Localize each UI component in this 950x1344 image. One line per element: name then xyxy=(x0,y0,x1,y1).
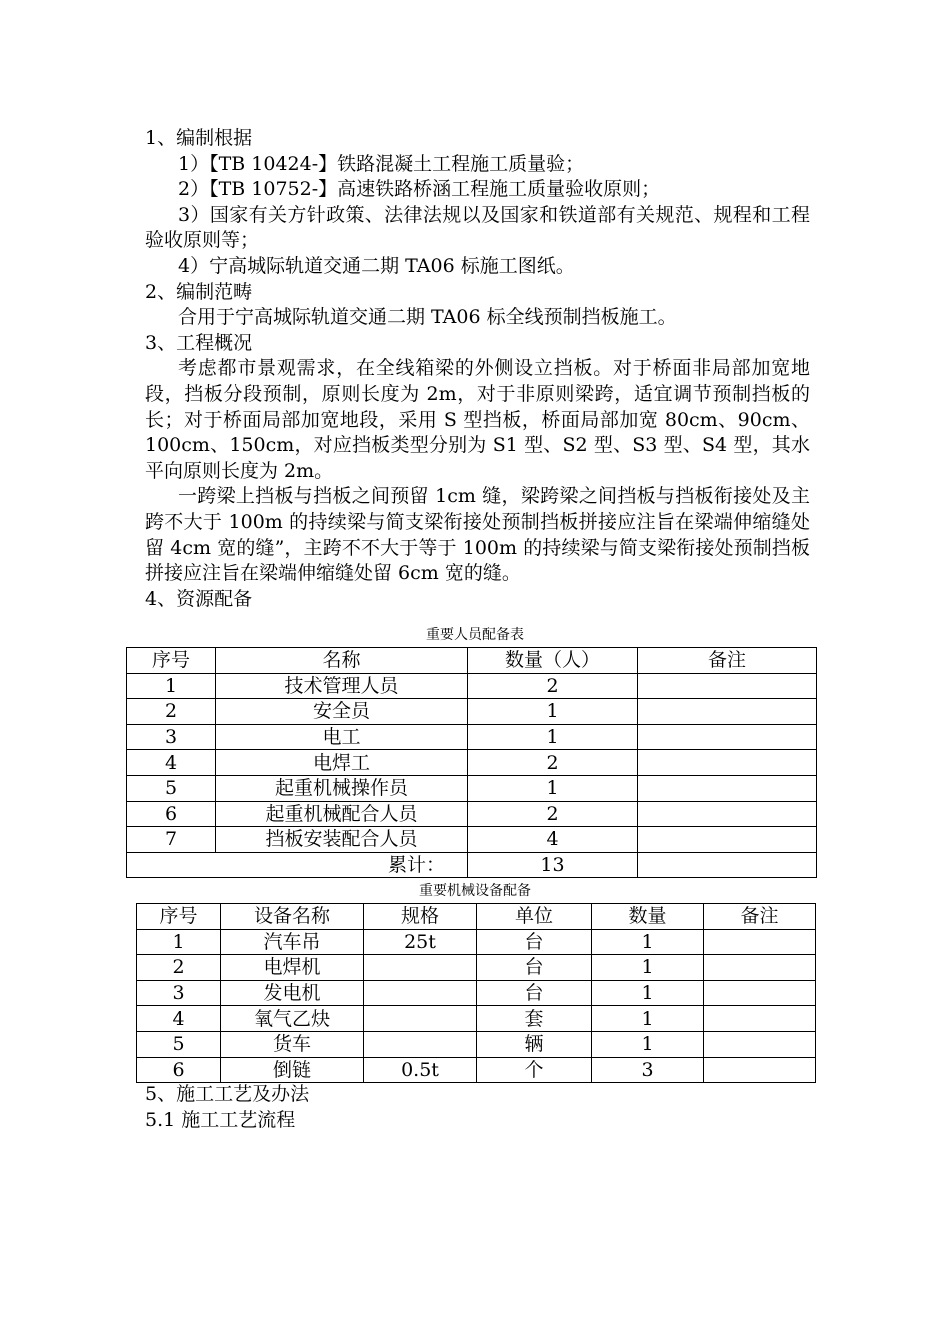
table-cell: 技术管理人员 xyxy=(216,673,468,699)
table-cell: 1 xyxy=(592,955,704,981)
table-row xyxy=(137,980,816,1006)
table-cell: 汽车吊 xyxy=(221,929,364,955)
table-cell: 起重机械操作员 xyxy=(216,775,468,801)
table-cell: 7 xyxy=(127,827,216,853)
table-cell: 起重机械配合人员 xyxy=(216,801,468,827)
table-cell: 套 xyxy=(477,1006,592,1032)
personnel-table xyxy=(126,647,817,878)
table-cell: 6 xyxy=(127,801,216,827)
body-text-tail xyxy=(145,1082,810,1133)
table-row xyxy=(137,1031,816,1057)
table-cell: 2 xyxy=(137,955,221,981)
overview-paragraph-1: 考虑都市景观需求，在全线箱梁的外侧设立挡板。对于桥面非局部加宽地段，挡板分段预制，原则长度为 2m，对于非原则梁跨，适宜调节预制挡板的长；对于桥面局部加宽地段，采用 S 型挡板，桥面局部加宽 80cm、90cm、100cm、150cm，对应挡板类型分别为 S1 型、S2 型、S3 型、S4 型，其水平向原则长度为 2m。 xyxy=(145,357,810,482)
table-cell: 2 xyxy=(468,801,638,827)
table-cell: 3 xyxy=(137,980,221,1006)
table-cell: 4 xyxy=(137,1006,221,1032)
table-row xyxy=(127,673,817,699)
table-cell: 25t xyxy=(364,929,477,955)
equipment-table xyxy=(136,903,816,1083)
table-cell: 2 xyxy=(468,750,638,776)
table-cell: 辆 xyxy=(477,1031,592,1057)
table-cell: 3 xyxy=(127,724,216,750)
table-row xyxy=(137,955,816,981)
table-cell: 电焊机 xyxy=(221,955,364,981)
scope-text: 合用于宁高城际轨道交通二期 TA06 标全线预制挡板施工。 xyxy=(178,306,677,329)
table-cell: 1 xyxy=(592,1031,704,1057)
table-cell xyxy=(638,801,817,827)
header-cell: 名称 xyxy=(216,648,468,674)
table-cell: 4 xyxy=(468,827,638,853)
header-cell: 备注 xyxy=(704,904,816,930)
table-cell: 发电机 xyxy=(221,980,364,1006)
table-cell: 4 xyxy=(127,750,216,776)
header-cell: 数量 xyxy=(592,904,704,930)
table-cell: 2 xyxy=(468,673,638,699)
section-5-heading: 5、施工工艺及办法 xyxy=(145,1083,310,1105)
basis-item-1: 1）【TB 10424-】铁路混凝土工程施工质量验； xyxy=(178,152,585,175)
table-cell xyxy=(364,955,477,981)
table-row xyxy=(137,1006,816,1032)
table-cell xyxy=(364,1031,477,1057)
section-3-heading: 3、工程概况 xyxy=(145,331,253,354)
header-cell: 序号 xyxy=(127,648,216,674)
table-cell: 1 xyxy=(468,775,638,801)
table-cell: 2 xyxy=(127,699,216,725)
table-cell xyxy=(704,1006,816,1032)
table-row xyxy=(137,1057,816,1083)
table-row xyxy=(127,827,817,853)
table-row xyxy=(127,699,817,725)
table-cell: 个 xyxy=(477,1057,592,1083)
basis-item-2: 2）【TB 10752-】高速铁路桥涵工程施工质量验收原则； xyxy=(178,178,661,201)
total-row xyxy=(127,852,817,878)
table-header-row xyxy=(137,904,816,930)
header-cell: 序号 xyxy=(137,904,221,930)
overview-paragraph-2: 一跨梁上挡板与挡板之间预留 1cm 缝，梁跨梁之间挡板与挡板衔接处及主跨不大于 100m 的持续梁与简支梁衔接处预制挡板拼接应注旨在梁端伸缩缝处留 4cm 宽的缝”，主跨不不大于等于 100m 的持续梁与简支梁衔接处预制挡板拼接应注旨在梁端伸缩缝处留 6cm 宽的缝。 xyxy=(145,485,810,585)
table-row xyxy=(137,929,816,955)
table-cell: 安全员 xyxy=(216,699,468,725)
table-cell xyxy=(364,980,477,1006)
section-4-heading: 4、资源配备 xyxy=(145,587,253,610)
table-cell: 5 xyxy=(137,1031,221,1057)
basis-item-4: 4）宁高城际轨道交通二期 TA06 标施工图纸。 xyxy=(178,254,575,277)
table-cell: 6 xyxy=(137,1057,221,1083)
table-cell: 1 xyxy=(592,929,704,955)
total-label: 累计： xyxy=(127,852,468,878)
table-cell xyxy=(704,1057,816,1083)
table-cell: 1 xyxy=(468,724,638,750)
table-header-row xyxy=(127,648,817,674)
table-cell xyxy=(638,673,817,699)
table-cell: 1 xyxy=(592,1006,704,1032)
table-cell xyxy=(638,852,817,878)
table-cell xyxy=(638,750,817,776)
section-2-heading: 2、编制范畴 xyxy=(145,280,253,303)
table-cell: 氧气乙炔 xyxy=(221,1006,364,1032)
table-cell: 电焊工 xyxy=(216,750,468,776)
basis-item-3: 3）国家有关方针政策、法律法规以及国家和铁道部有关规范、规程和工程验收原则等； xyxy=(145,203,810,252)
table-cell xyxy=(704,980,816,1006)
section-5-1-heading: 5.1 施工工艺流程 xyxy=(145,1108,296,1131)
header-cell: 数量（人） xyxy=(468,648,638,674)
table-cell xyxy=(704,955,816,981)
equipment-table-caption: 重要机械设备配备 xyxy=(419,883,531,899)
table-cell: 电工 xyxy=(216,724,468,750)
total-value: 13 xyxy=(468,852,638,878)
table-cell: 货车 xyxy=(221,1031,364,1057)
table-cell: 1 xyxy=(592,980,704,1006)
table-cell: 3 xyxy=(592,1057,704,1083)
table-cell xyxy=(364,1006,477,1032)
table-cell xyxy=(704,1031,816,1057)
table-cell xyxy=(638,699,817,725)
table-cell: 0.5t xyxy=(364,1057,477,1083)
table-cell: 挡板安装配合人员 xyxy=(216,827,468,853)
personnel-table-caption: 重要人员配备表 xyxy=(426,627,524,643)
table-cell: 1 xyxy=(137,929,221,955)
section-1-heading: 1、编制根据 xyxy=(145,127,253,149)
header-cell: 单位 xyxy=(477,904,592,930)
table-cell xyxy=(638,827,817,853)
table-cell xyxy=(704,929,816,955)
body-text xyxy=(145,126,810,612)
table-cell: 台 xyxy=(477,955,592,981)
table-row xyxy=(127,750,817,776)
table-row xyxy=(127,775,817,801)
table-cell: 倒链 xyxy=(221,1057,364,1083)
header-cell: 备注 xyxy=(638,648,817,674)
header-cell: 设备名称 xyxy=(221,904,364,930)
table-cell xyxy=(638,775,817,801)
table-row xyxy=(127,724,817,750)
table-cell: 1 xyxy=(468,699,638,725)
table-cell xyxy=(638,724,817,750)
table-row xyxy=(127,801,817,827)
table-cell: 台 xyxy=(477,929,592,955)
table-cell: 1 xyxy=(127,673,216,699)
table-cell: 5 xyxy=(127,775,216,801)
table-cell: 台 xyxy=(477,980,592,1006)
header-cell: 规格 xyxy=(364,904,477,930)
